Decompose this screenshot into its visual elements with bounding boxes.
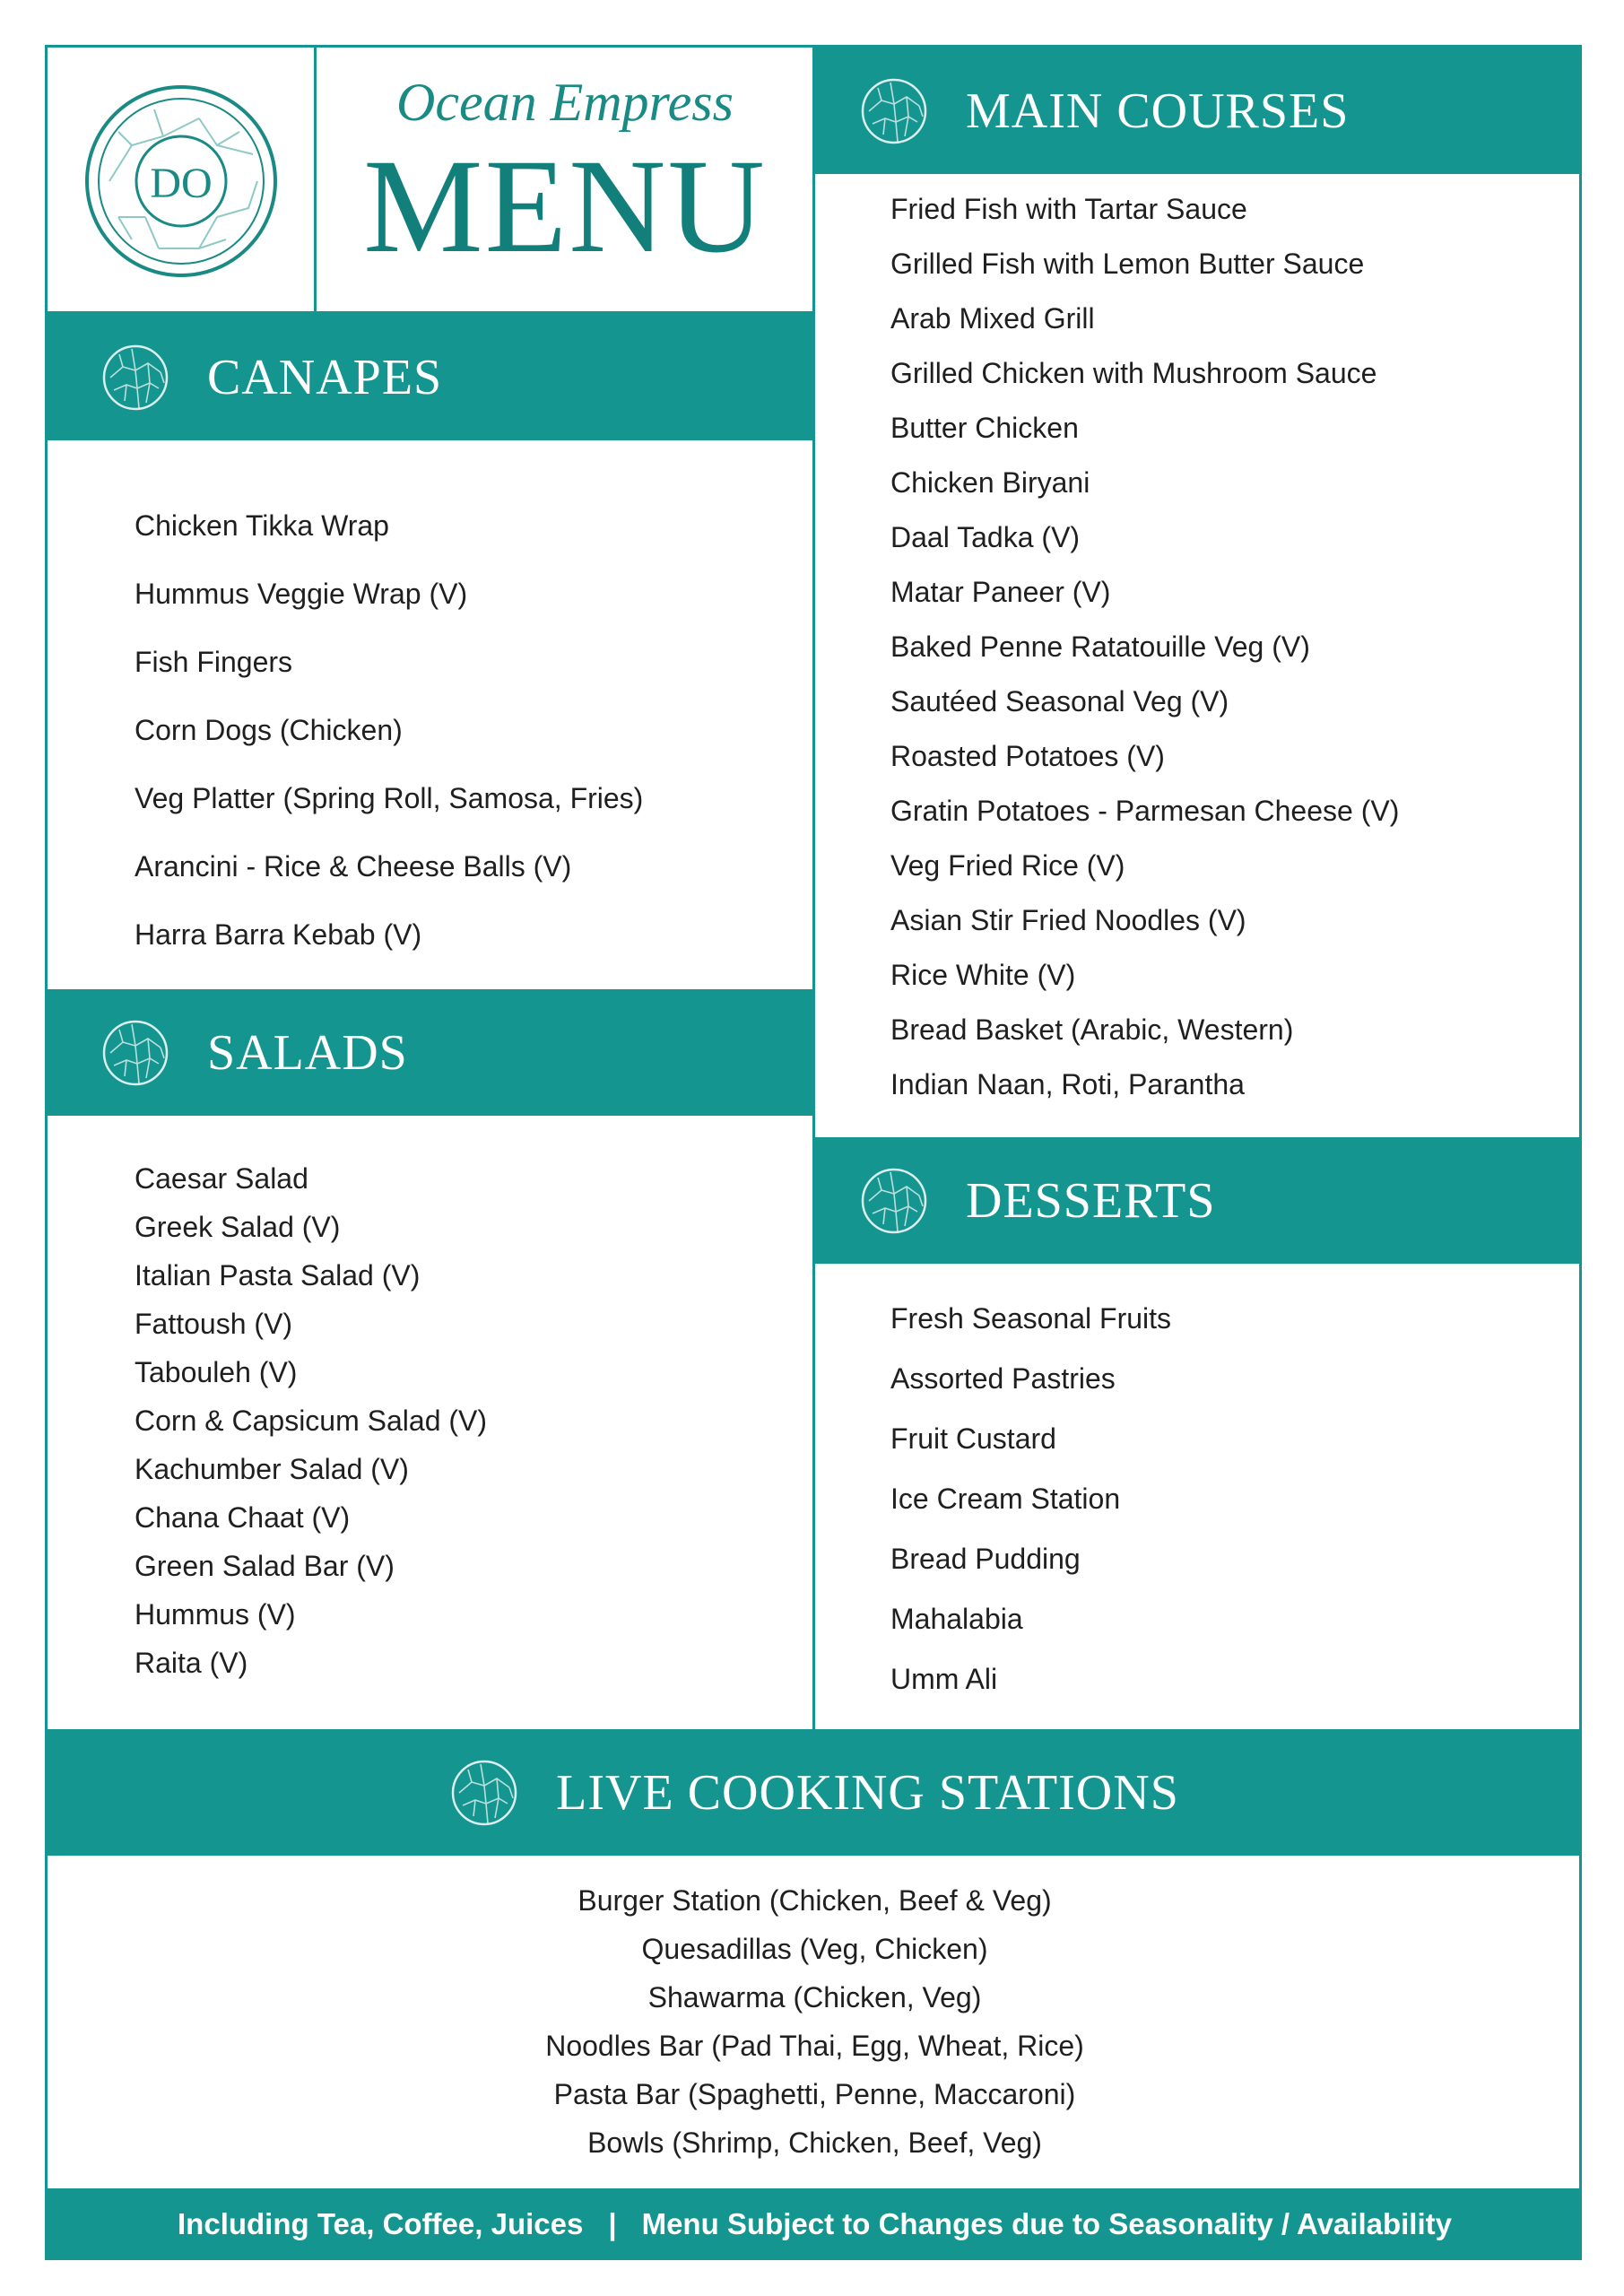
list-item: Burger Station (Chicken, Beef & Veg) bbox=[578, 1884, 1052, 1917]
list-item: Grilled Chicken with Mushroom Sauce bbox=[890, 357, 1377, 389]
desserts-list bbox=[890, 1289, 1171, 1709]
list-item: Corn & Capsicum Salad (V) bbox=[135, 1405, 488, 1437]
canapes-header bbox=[48, 314, 813, 440]
main-courses-header bbox=[815, 48, 1582, 174]
list-item: Indian Naan, Roti, Parantha bbox=[890, 1068, 1245, 1100]
list-item: Bread Basket (Arabic, Western) bbox=[890, 1013, 1294, 1046]
live-stations-header bbox=[48, 1729, 1582, 1856]
list-item: Fattoush (V) bbox=[135, 1308, 293, 1340]
list-item: Quesadillas (Veg, Chicken) bbox=[641, 1933, 988, 1965]
list-item: Bread Pudding bbox=[890, 1543, 1081, 1575]
list-item: Kachumber Salad (V) bbox=[135, 1453, 409, 1485]
list-item: Hummus (V) bbox=[135, 1598, 296, 1631]
mosaic-circle-icon bbox=[101, 1019, 169, 1087]
list-item: Italian Pasta Salad (V) bbox=[135, 1259, 421, 1292]
footer-included-note: Including Tea, Coffee, Juices bbox=[178, 2207, 584, 2240]
canapes-heading: CANAPES bbox=[207, 349, 443, 405]
mosaic-circle-icon bbox=[101, 344, 169, 412]
list-item: Assorted Pastries bbox=[890, 1362, 1116, 1395]
salads-header bbox=[48, 989, 813, 1116]
desserts-heading: DESSERTS bbox=[966, 1172, 1216, 1229]
list-item: Ice Cream Station bbox=[890, 1483, 1121, 1515]
canapes-list bbox=[135, 491, 643, 969]
list-item: Fried Fish with Tartar Sauce bbox=[890, 193, 1247, 225]
list-item: Chicken Biryani bbox=[890, 466, 1090, 499]
list-item: Baked Penne Ratatouille Veg (V) bbox=[890, 631, 1310, 663]
live-stations-heading: LIVE COOKING STATIONS bbox=[556, 1764, 1179, 1821]
list-item: Roasted Potatoes (V) bbox=[890, 740, 1165, 772]
list-item: Sautéed Seasonal Veg (V) bbox=[890, 685, 1229, 718]
list-item: Pasta Bar (Spaghetti, Penne, Maccaroni) bbox=[553, 2078, 1076, 2110]
list-item: Chicken Tikka Wrap bbox=[135, 509, 389, 542]
main-courses-heading: MAIN COURSES bbox=[966, 83, 1350, 139]
footer-availability-note: Menu Subject to Changes due to Seasonality / Availability bbox=[641, 2207, 1452, 2240]
list-item: Harra Barra Kebab (V) bbox=[135, 918, 422, 951]
list-item: Green Salad Bar (V) bbox=[135, 1550, 395, 1582]
list-item: Shawarma (Chicken, Veg) bbox=[647, 1981, 982, 2013]
list-item: Asian Stir Fried Noodles (V) bbox=[890, 904, 1246, 936]
salads-list bbox=[135, 1154, 487, 1687]
list-item: Chana Chaat (V) bbox=[135, 1501, 351, 1534]
list-item: Arab Mixed Grill bbox=[890, 302, 1095, 335]
menu-title-block bbox=[317, 48, 813, 314]
list-item: Greek Salad (V) bbox=[135, 1211, 341, 1243]
list-item: Bowls (Shrimp, Chicken, Beef, Veg) bbox=[587, 2126, 1042, 2159]
live-stations-list bbox=[48, 1876, 1582, 2167]
list-item: Umm Ali bbox=[890, 1663, 998, 1695]
main-courses-list bbox=[890, 182, 1399, 1112]
mosaic-circle-icon bbox=[450, 1759, 518, 1827]
list-item: Daal Tadka (V) bbox=[890, 521, 1081, 553]
list-item: Gratin Potatoes - Parmesan Cheese (V) bbox=[890, 795, 1400, 827]
list-item: Rice White (V) bbox=[890, 959, 1076, 991]
list-item: Veg Platter (Spring Roll, Samosa, Fries) bbox=[135, 782, 644, 814]
list-item: Hummus Veggie Wrap (V) bbox=[135, 578, 468, 610]
list-item: Noodles Bar (Pad Thai, Egg, Wheat, Rice) bbox=[545, 2030, 1084, 2062]
list-item: Corn Dogs (Chicken) bbox=[135, 714, 403, 746]
list-item: Arancini - Rice & Cheese Balls (V) bbox=[135, 850, 572, 883]
footer-bar bbox=[48, 2188, 1582, 2260]
list-item: Tabouleh (V) bbox=[135, 1356, 298, 1388]
restaurant-name: Ocean Empress bbox=[395, 73, 734, 132]
mosaic-circle-icon bbox=[860, 1167, 928, 1235]
list-item: Fruit Custard bbox=[890, 1422, 1056, 1455]
footer-separator: | bbox=[608, 2207, 617, 2240]
list-item: Grilled Fish with Lemon Butter Sauce bbox=[890, 248, 1365, 280]
list-item: Caesar Salad bbox=[135, 1162, 308, 1195]
desserts-header bbox=[815, 1137, 1582, 1264]
list-item: Veg Fried Rice (V) bbox=[890, 849, 1125, 882]
list-item: Matar Paneer (V) bbox=[890, 576, 1111, 608]
list-item: Raita (V) bbox=[135, 1647, 248, 1679]
list-item: Butter Chicken bbox=[890, 412, 1079, 444]
do-emblem-logo-icon bbox=[83, 83, 280, 280]
mosaic-circle-icon bbox=[860, 77, 928, 145]
list-item: Fish Fingers bbox=[135, 646, 293, 678]
logo-monogram: DO bbox=[149, 159, 213, 207]
logo bbox=[48, 48, 314, 314]
menu-title: MENU bbox=[363, 132, 767, 281]
salads-heading: SALADS bbox=[207, 1024, 408, 1081]
list-item: Fresh Seasonal Fruits bbox=[890, 1302, 1172, 1335]
list-item: Mahalabia bbox=[890, 1603, 1023, 1635]
